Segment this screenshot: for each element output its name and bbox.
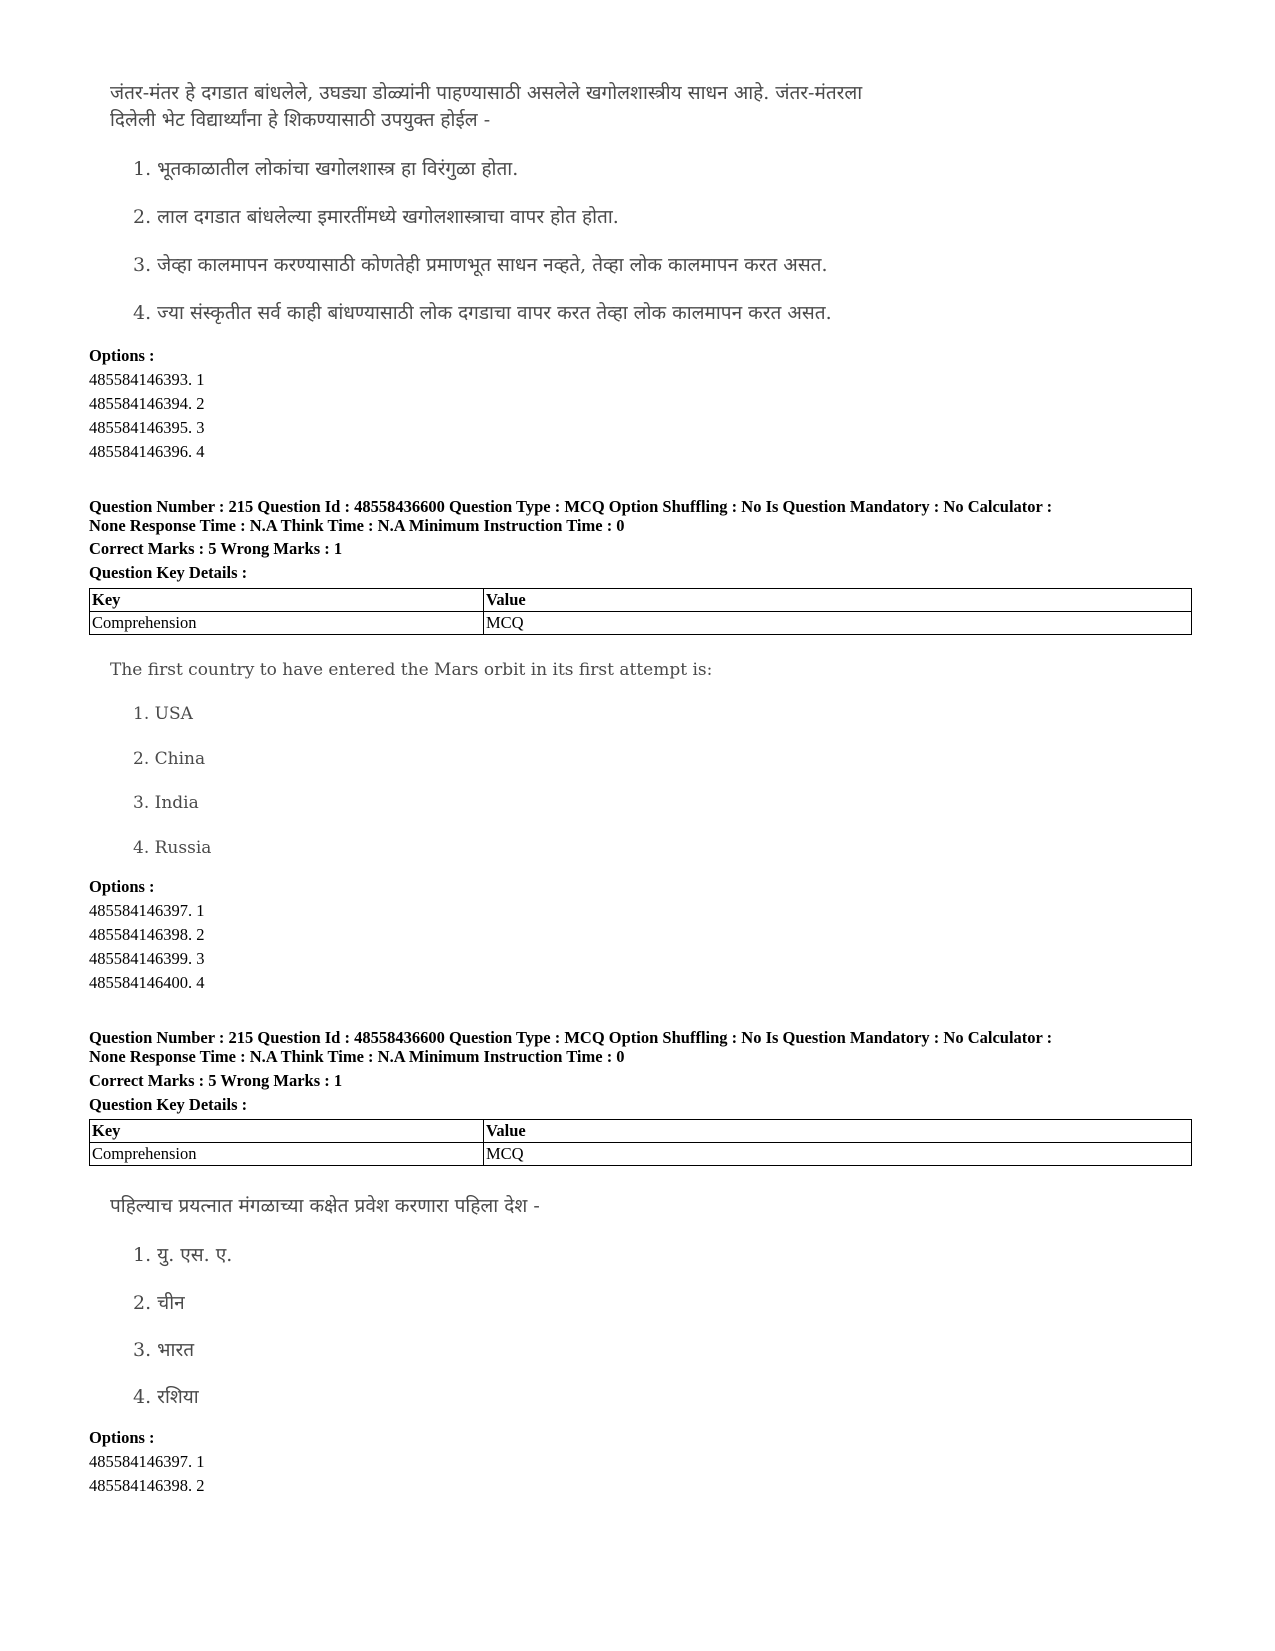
choice-1: 1. भूतकाळातील लोकांचा खगोलशास्त्र हा विरंगुळा होता.	[133, 158, 519, 180]
table-header-value: Value	[484, 1120, 1192, 1143]
table-header-key: Key	[90, 1120, 484, 1143]
key-value-table	[89, 1119, 1192, 1166]
key-details-label: Question Key Details :	[89, 563, 248, 582]
key-value-table	[89, 588, 1192, 635]
option-row: 485584146396. 4	[89, 442, 205, 461]
options-label: Options :	[89, 346, 155, 365]
choice-2: 2. China	[133, 749, 206, 769]
table-cell-key: Comprehension	[90, 1143, 484, 1166]
option-row: 485584146394. 2	[89, 394, 205, 413]
question-stem-line-2: दिलेली भेट विद्यार्थ्यांना हे शिकण्यासाठी उपयुक्त होईल -	[110, 109, 491, 131]
options-label: Options :	[89, 1428, 155, 1447]
option-row: 485584146395. 3	[89, 418, 205, 437]
option-row: 485584146393. 1	[89, 370, 205, 389]
table-cell-value: MCQ	[484, 612, 1192, 635]
choice-3: 3. जेव्हा कालमापन करण्यासाठी कोणतेही प्रमाणभूत साधन नव्हते, तेव्हा लोक कालमापन करत असत.	[133, 254, 828, 276]
choice-4: 4. रशिया	[133, 1386, 199, 1408]
table-cell-value: MCQ	[484, 1143, 1192, 1166]
choice-3: 3. भारत	[133, 1339, 195, 1361]
table-cell-key: Comprehension	[90, 612, 484, 635]
choice-2: 2. चीन	[133, 1292, 185, 1314]
question-stem: पहिल्याच प्रयत्नात मंगळाच्या कक्षेत प्रवेश करणारा पहिला देश -	[110, 1195, 540, 1217]
key-details-label: Question Key Details :	[89, 1095, 248, 1114]
table-row	[90, 1143, 1192, 1166]
marks-line: Correct Marks : 5 Wrong Marks : 1	[89, 539, 343, 558]
table-header-key: Key	[90, 589, 484, 612]
choice-1: 1. USA	[133, 704, 193, 724]
marks-line: Correct Marks : 5 Wrong Marks : 1	[89, 1071, 343, 1090]
option-row: 485584146398. 2	[89, 1476, 205, 1495]
option-row: 485584146397. 1	[89, 901, 205, 920]
question-header-line-2: None Response Time : N.A Think Time : N.A Minimum Instruction Time : 0	[89, 516, 625, 535]
option-row: 485584146400. 4	[89, 973, 205, 992]
option-row: 485584146398. 2	[89, 925, 205, 944]
table-header-row	[90, 589, 1192, 612]
options-label: Options :	[89, 877, 155, 896]
table-header-row	[90, 1120, 1192, 1143]
choice-1: 1. यु. एस. ए.	[133, 1244, 233, 1266]
question-stem-line-1: जंतर-मंतर हे दगडात बांधलेले, उघड्या डोळ्यांनी पाहण्यासाठी असलेले खगोलशास्त्रीय साधन आहे. जंतर-मंतरला	[110, 82, 863, 104]
choice-2: 2. लाल दगडात बांधलेल्या इमारतींमध्ये खगोलशास्त्राचा वापर होत होता.	[133, 206, 619, 228]
question-header-line-2: None Response Time : N.A Think Time : N.A Minimum Instruction Time : 0	[89, 1047, 625, 1066]
choice-4: 4. Russia	[133, 838, 212, 858]
question-stem: The first country to have entered the Mars orbit in its first attempt is:	[110, 660, 713, 680]
question-header-line-1: Question Number : 215 Question Id : 48558436600 Question Type : MCQ Option Shuffling : No Is Question Mandatory : No Calculator :	[89, 1028, 1053, 1047]
option-row: 485584146399. 3	[89, 949, 205, 968]
option-row: 485584146397. 1	[89, 1452, 205, 1471]
table-row	[90, 612, 1192, 635]
question-header-line-1: Question Number : 215 Question Id : 48558436600 Question Type : MCQ Option Shuffling : No Is Question Mandatory : No Calculator :	[89, 497, 1053, 516]
choice-3: 3. India	[133, 793, 199, 813]
choice-4: 4. ज्या संस्कृतीत सर्व काही बांधण्यासाठी लोक दगडाचा वापर करत तेव्हा लोक कालमापन करत असत.	[133, 302, 832, 324]
table-header-value: Value	[484, 589, 1192, 612]
